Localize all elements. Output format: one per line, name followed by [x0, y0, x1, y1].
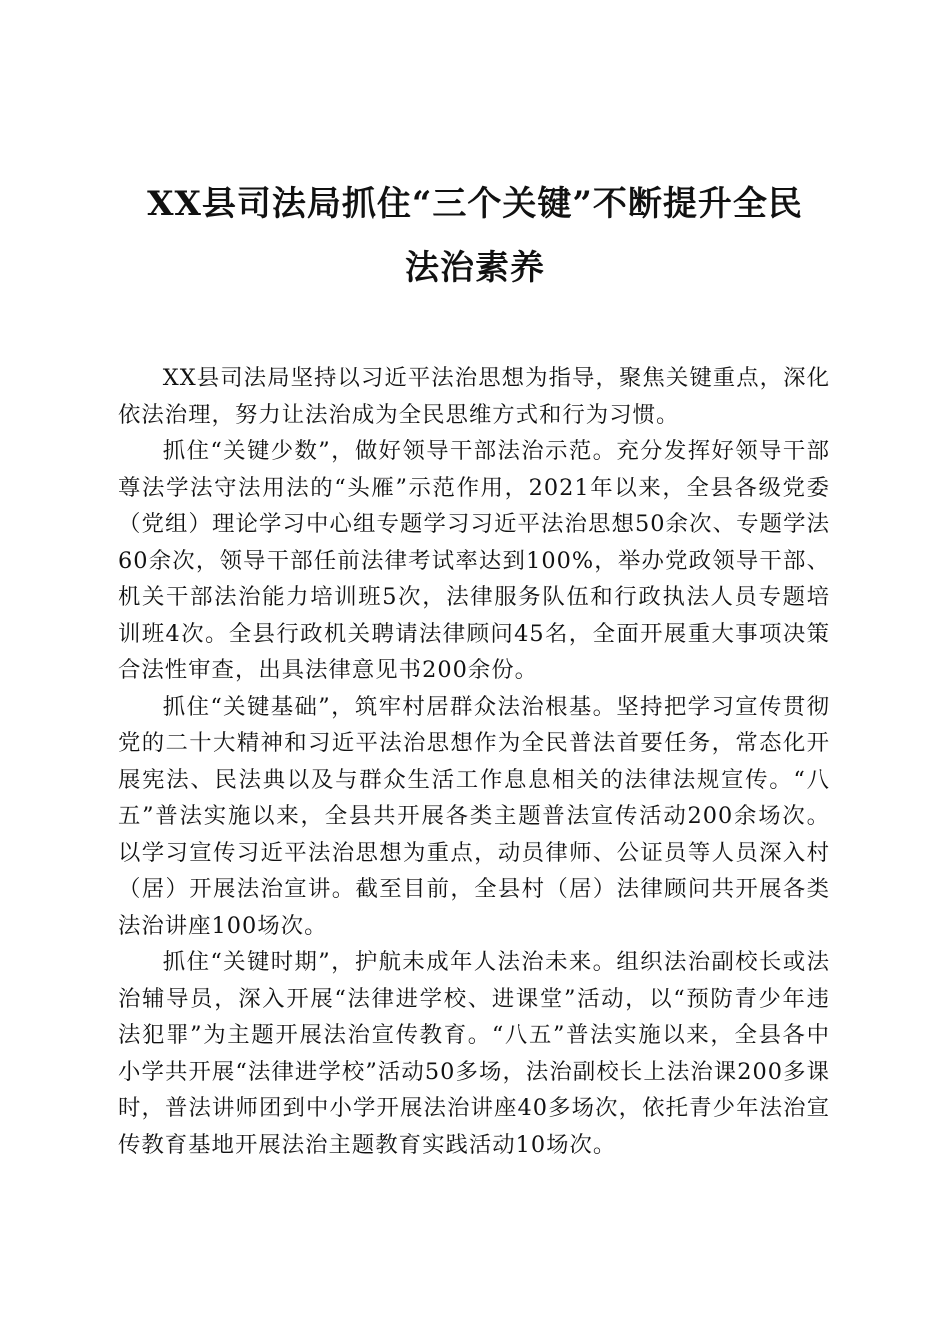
document-body	[118, 360, 830, 1163]
title-line-2: 法治素养	[405, 248, 545, 288]
document-title	[110, 172, 840, 300]
paragraph-key-minority: 抓住“关键少数”，做好领导干部法治示范。充分发挥好领导干部尊法学法守法用法的“头雁”示范作用，2021年以来，全县各级党委（党组）理论学习中心组专题学习习近平法治思想50余次、专题学法60余次，领导干部任前法律考试率达到100%，举办党政领导干部、机关干部法治能力培训班5次，法律服务队伍和行政执法人员专题培训班4次。全县行政机关聘请法律顾问45名，全面开展重大事项决策合法性审查，出具法律意见书200余份。	[118, 438, 830, 683]
title-line-1: XX县司法局抓住“三个关键”不断提升全民	[147, 184, 803, 224]
paragraph-intro: XX县司法局坚持以习近平法治思想为指导，聚焦关键重点，深化依法治理，努力让法治成为全民思维方式和行为习惯。	[118, 365, 830, 428]
paragraph-key-period: 抓住“关键时期”，护航未成年人法治未来。组织法治副校长或法治辅导员，深入开展“法律进学校、进课堂”活动，以“预防青少年违法犯罪”为主题开展法治宣传教育。“八五”普法实施以来，全县各中小学共开展“法律进学校”活动50多场，法治副校长上法治课200多课时，普法讲师团到中小学开展法治讲座40多场次，依托青少年法治宣传教育基地开展法治主题教育实践活动10场次。	[118, 949, 830, 1158]
paragraph-key-foundation: 抓住“关键基础”，筑牢村居群众法治根基。坚持把学习宣传贯彻党的二十大精神和习近平法治思想作为全民普法首要任务，常态化开展宪法、民法典以及与群众生活工作息息相关的法律法规宣传。“八五”普法实施以来，全县共开展各类主题普法宣传活动200余场次。以学习宣传习近平法治思想为重点，动员律师、公证员等人员深入村（居）开展法治宣讲。截至目前，全县村（居）法律顾问共开展各类法治讲座100场次。	[118, 693, 830, 939]
